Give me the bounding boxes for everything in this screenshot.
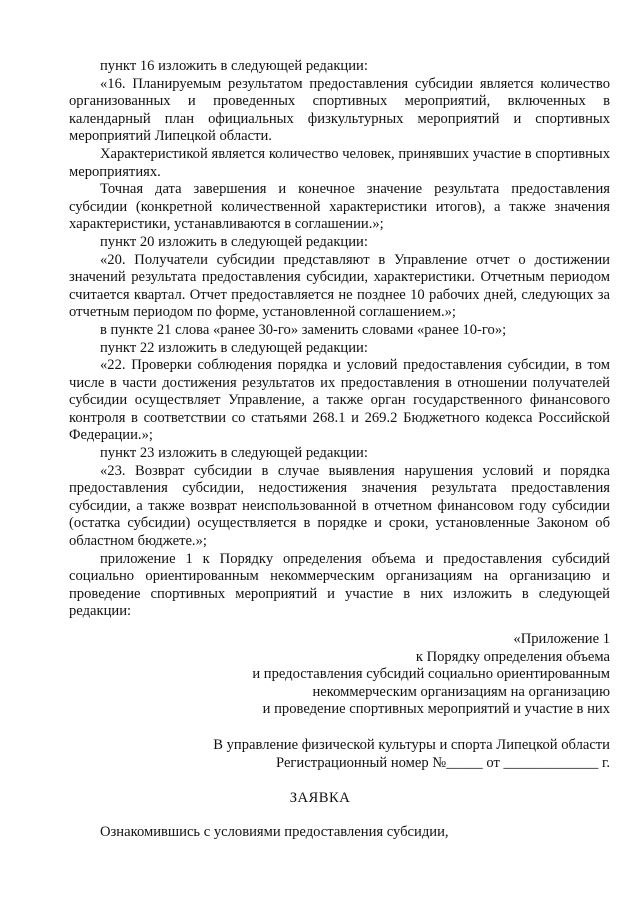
paragraph-21: в пункте 21 слова «ранее 30-го» заменить словами «ранее 10-го»;: [100, 321, 507, 338]
appendix-line: и проведение спортивных мероприятий и участие в них: [262, 701, 610, 718]
document-title: ЗАЯВКА: [289, 790, 351, 806]
paragraph-intro-22: пункт 22 изложить в следующей редакции:: [100, 339, 368, 356]
appendix-line: и предоставления субсидий социально ориентированным: [252, 666, 610, 683]
appendix-header: [190, 631, 610, 719]
appendix-line: «Приложение 1: [513, 631, 610, 647]
paragraph-completion-date: Точная дата завершения и конечное значение результата предоставления субсидии (конкретной количественной характеристики итогов), а также значения характеристики, устанавливаются в соглашении.»;: [69, 181, 610, 233]
addressee-block: [170, 737, 610, 772]
appendix-line: некоммерческим организациям на организацию: [312, 683, 610, 700]
paragraph-intro-16: пункт 16 изложить в следующей редакции:: [100, 58, 368, 74]
paragraph-23: «23. Возврат субсидии в случае выявления нарушения условий и порядка предоставления субсидии, недостижения значения результата предоставления субсидии, а также возврат неиспользованной в отчетном финансовом году субсидии (остатка субсидии) осуществляется в порядке и сроки, установленные Законом об областном бюджете.»;: [69, 462, 610, 550]
paragraph-appendix-1: приложение 1 к Порядку определения объема и предоставления субсидий социально ориентированным некоммерческим организациям на организацию и проведение спортивных мероприятий и участие в них изложить в следующей редакции:: [69, 550, 610, 620]
amendment-text: [69, 58, 610, 621]
paragraph-22: «22. Проверки соблюдения порядка и условий предоставления субсидии, в том числе в части достижения результатов их предоставления в отношении получателей субсидии осуществляет Управление, а также орган государственного финансового контроля в соответствии со статьями 268.1 и 269.2 Бюджетного кодекса Российской Федерации.»;: [69, 357, 610, 444]
registration-number-line: Регистрационный номер №_____ от _____________ г.: [276, 754, 610, 771]
paragraph-20: «20. Получатели субсидии представляют в Управление отчет о достижении значений результата предоставления субсидии, характеристики. Отчетным периодом считается квартал. Отчет предоставляется не позднее 10 рабочих дней, следующих за отчетным периодом по форме, установленной соглашением.»;: [69, 251, 610, 321]
paragraph-16: «16. Планируемым результатом предоставления субсидии является количество организованных и проведенных спортивных мероприятий, включенных в календарный план официальных физкультурных мероприятий и спортивных мероприятий Липецкой области.: [69, 75, 610, 145]
paragraph-characteristic: Характеристикой является количество человек, принявших участие в спортивных мероприятиях.: [69, 145, 610, 180]
paragraph-intro-23: пункт 23 изложить в следующей редакции:: [100, 445, 368, 462]
appendix-line: к Порядку определения объема: [415, 648, 610, 665]
addressee-line: В управление физической культуры и спорта Липецкой области: [213, 737, 610, 753]
paragraph-intro-20: пункт 20 изложить в следующей редакции:: [100, 233, 368, 250]
closing-text: Ознакомившись с условиями предоставления субсидии,: [100, 824, 449, 840]
